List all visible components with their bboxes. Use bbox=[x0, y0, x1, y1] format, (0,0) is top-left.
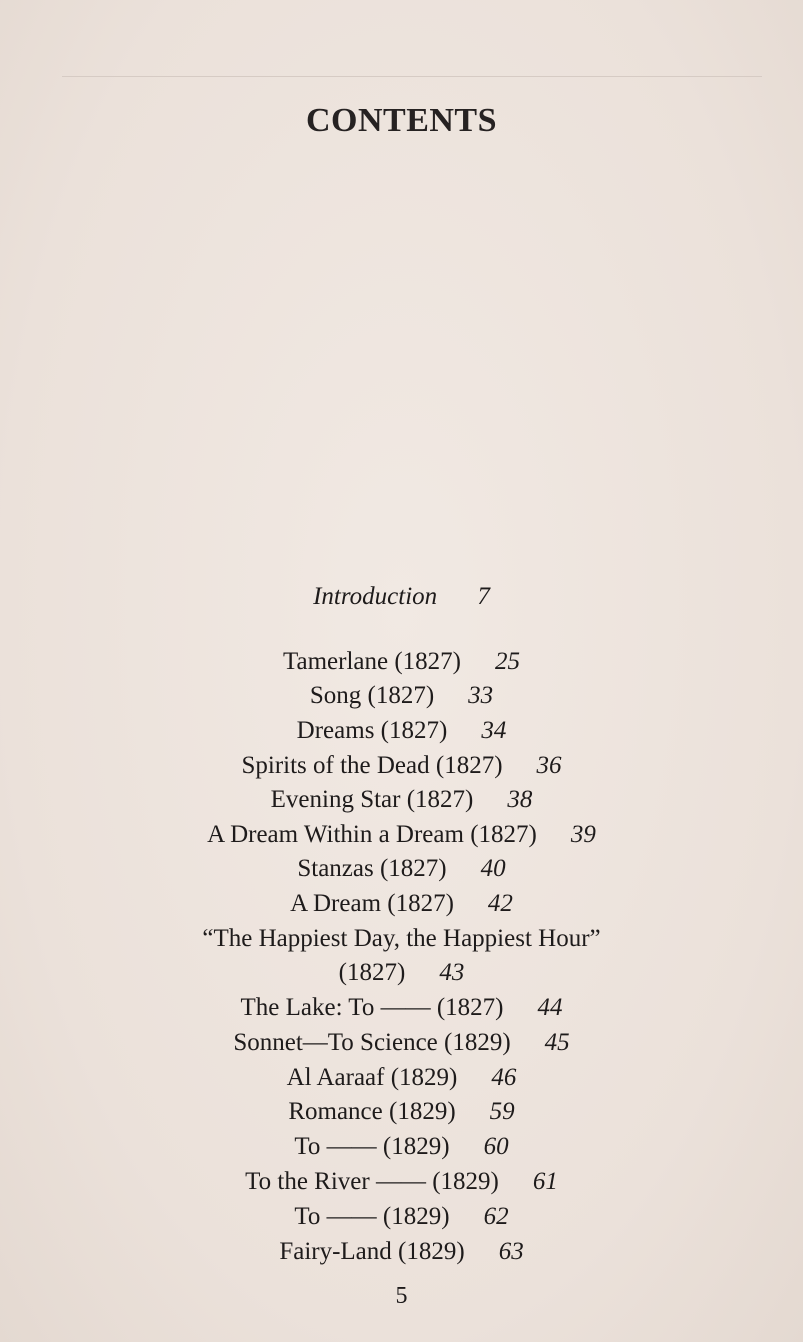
toc-entry-page: 45 bbox=[544, 1029, 570, 1056]
toc-entry-page: 42 bbox=[487, 890, 513, 917]
toc-entry-title: A Dream Within a Dream (1827) bbox=[207, 821, 537, 848]
toc-entry bbox=[0, 714, 803, 748]
toc-entry-page: 36 bbox=[536, 752, 562, 779]
toc-entry-title: Romance (1829) bbox=[288, 1098, 456, 1125]
toc-entry-page: 61 bbox=[532, 1168, 558, 1195]
toc-entry-title: To the River —— (1829) bbox=[245, 1168, 499, 1195]
toc-entry-page: 34 bbox=[481, 717, 507, 744]
toc-entry bbox=[0, 922, 803, 956]
toc-entry-page: 25 bbox=[495, 648, 521, 675]
toc-entry-title: Dreams (1827) bbox=[296, 717, 448, 744]
toc-entry bbox=[0, 1130, 803, 1164]
toc-entry-title: The Lake: To —— (1827) bbox=[240, 994, 504, 1021]
toc-entry-title: Sonnet—To Science (1829) bbox=[233, 1029, 511, 1056]
header-rule bbox=[62, 76, 762, 77]
toc-entry-title: To —— (1829) bbox=[294, 1133, 450, 1160]
toc-entry-title: Tamerlane (1827) bbox=[282, 648, 462, 675]
toc-entry-title: Al Aaraaf (1829) bbox=[286, 1064, 458, 1091]
toc-entry-page: 43 bbox=[439, 959, 465, 986]
page-title: CONTENTS bbox=[305, 102, 498, 139]
toc-entry-page: 40 bbox=[480, 855, 506, 882]
toc-entry bbox=[0, 679, 803, 713]
toc-entry bbox=[0, 852, 803, 886]
toc-entry bbox=[0, 818, 803, 852]
page-number: 5 bbox=[395, 1283, 408, 1309]
toc-entry-page: 38 bbox=[507, 786, 533, 813]
toc-entry-title: Song (1827) bbox=[309, 682, 435, 709]
toc-entry-title: A Dream (1827) bbox=[290, 890, 454, 917]
toc-entry-page: 59 bbox=[489, 1098, 515, 1125]
toc-entry-title: To —— (1829) bbox=[294, 1203, 450, 1230]
toc-entry-page: 39 bbox=[570, 821, 596, 848]
toc-entry-title: (1827) bbox=[338, 959, 406, 986]
toc-introduction-page: 7 bbox=[477, 583, 490, 610]
toc-entry-title: Evening Star (1827) bbox=[270, 786, 474, 813]
toc-introduction bbox=[0, 583, 803, 611]
toc-entry bbox=[0, 1061, 803, 1095]
toc-entry bbox=[0, 1095, 803, 1129]
toc-entry-page: 46 bbox=[491, 1064, 517, 1091]
toc-entry-page: 44 bbox=[537, 994, 563, 1021]
toc-entry-page: 62 bbox=[483, 1203, 509, 1230]
toc-entry-page: 60 bbox=[483, 1133, 509, 1160]
toc-entry bbox=[0, 1165, 803, 1199]
toc-introduction-title: Introduction bbox=[313, 583, 438, 610]
toc-entry bbox=[0, 1235, 803, 1269]
toc-entry-title: “The Happiest Day, the Happiest Hour” bbox=[202, 925, 601, 952]
toc-entry-title: Fairy-Land (1829) bbox=[279, 1238, 465, 1265]
toc-entry-title: Stanzas (1827) bbox=[297, 855, 447, 882]
toc-entry bbox=[0, 645, 803, 679]
toc-entry bbox=[0, 749, 803, 783]
toc-entry-page: 33 bbox=[468, 682, 494, 709]
toc-entry bbox=[0, 956, 803, 990]
toc-entry bbox=[0, 887, 803, 921]
toc-entry bbox=[0, 783, 803, 817]
toc-entry bbox=[0, 1200, 803, 1234]
toc-entry bbox=[0, 1026, 803, 1060]
toc-entry-title: Spirits of the Dead (1827) bbox=[241, 752, 503, 779]
toc-entry-page: 63 bbox=[498, 1238, 524, 1265]
toc-entry bbox=[0, 991, 803, 1025]
